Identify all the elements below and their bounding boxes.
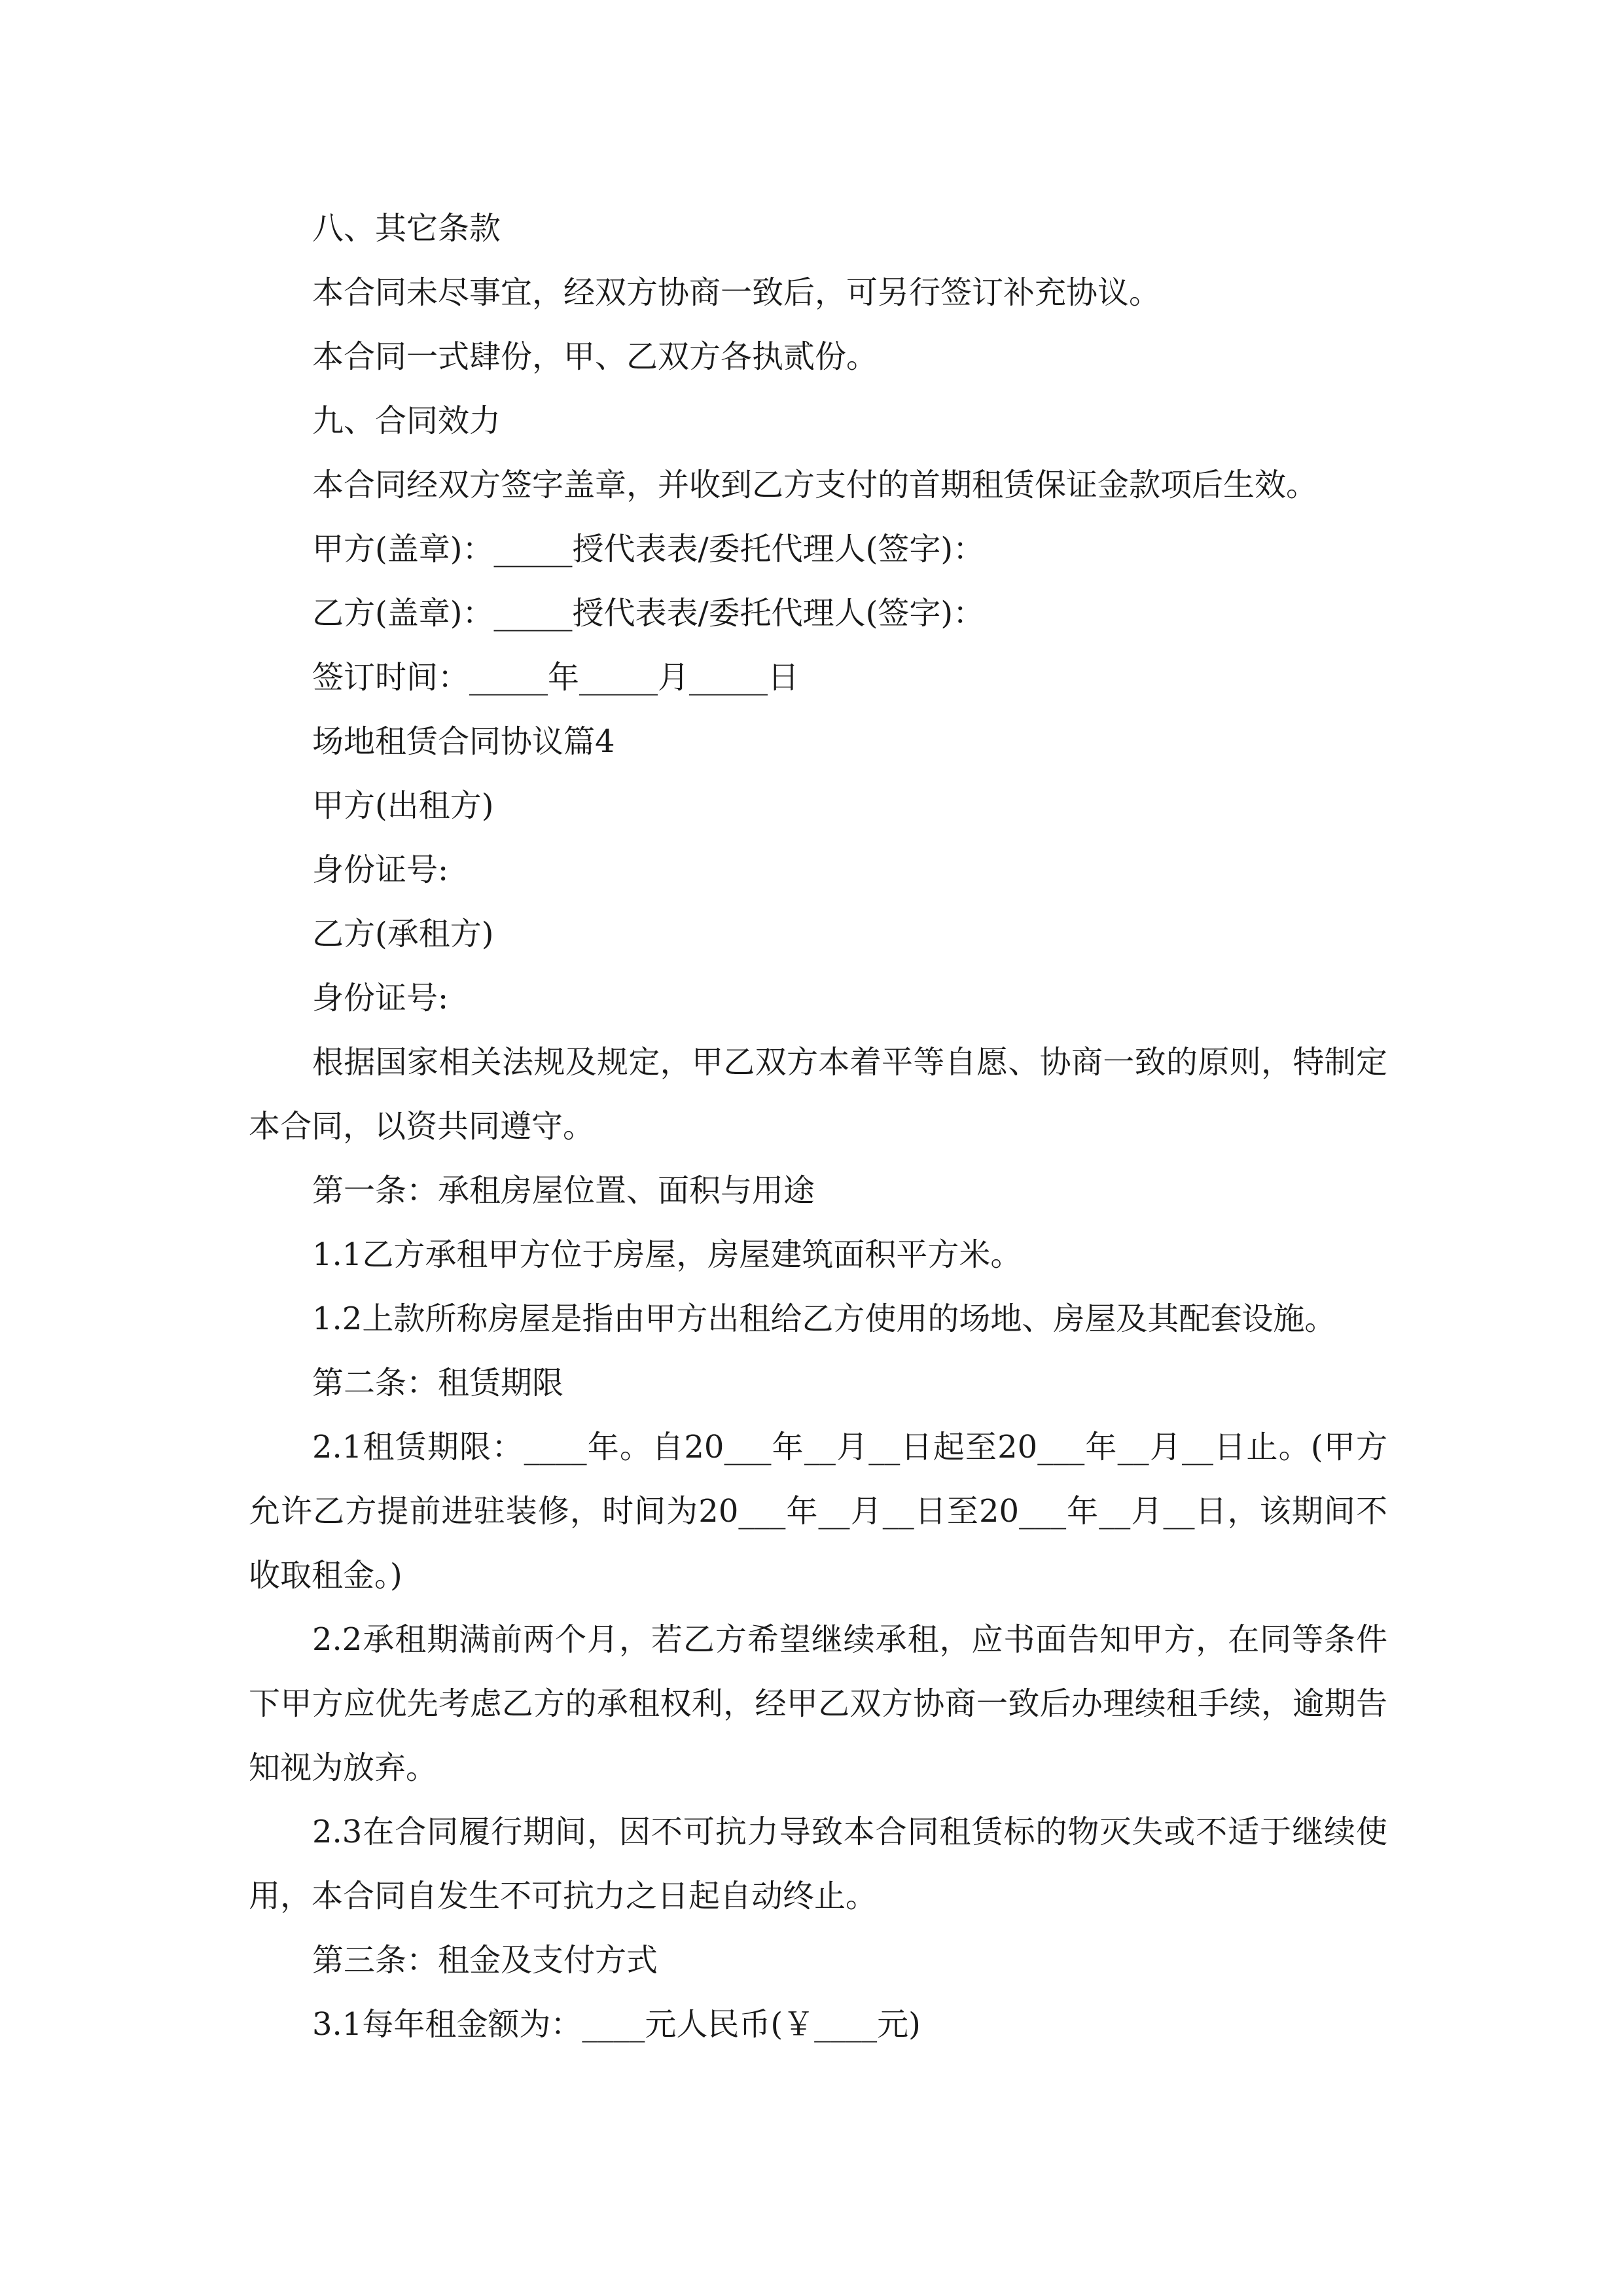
clause-1-2: 1.2上款所称房屋是指由甲方出租给乙方使用的场地、房屋及其配套设施。 [312,1300,1336,1337]
paragraph-copies: 本合同一式肆份，甲、乙双方各执贰份。 [312,338,878,375]
clause-1-1: 1.1乙方承租甲方位于房屋，房屋建筑面积平方米。 [312,1236,1022,1273]
paragraph-supplementary-agreement: 本合同未尽事宜，经双方协商一致后，可另行签订补充协议。 [312,274,1161,311]
clause-3-1: 3.1每年租金额为：____元人民币(￥____元) [312,2006,921,2043]
document-body [249,196,1387,2056]
paragraph-effective-condition: 本合同经双方签字盖章，并收到乙方支付的首期租赁保证金款项后生效。 [312,467,1318,503]
party-a-label: 甲方(出租方) [312,787,494,824]
contract-title: 场地租赁合同协议篇4 [312,723,615,760]
clause-2-1: 2.1租赁期限：____年。自20___年__月__日起至20___年__月__日止。(甲方允许乙方提前进驻装修，时间为20___年__月__日至20___年__月__日，该期间不收取租金。) [249,1429,1387,1594]
signing-date-line: 签订时间：_____年_____月_____日 [312,659,800,696]
paragraph-preamble: 根据国家相关法规及规定，甲乙双方本着平等自愿、协商一致的原则，特制定本合同，以资共同遵守。 [249,1044,1387,1145]
section-heading-contract-validity: 九、合同效力 [312,403,501,439]
clause-2-2: 2.2承租期满前两个月，若乙方希望继续承租，应书面告知甲方，在同等条件下甲方应优先考虑乙方的承租权利，经甲乙双方协商一致后办理续租手续，逾期告知视为放弃。 [249,1621,1387,1786]
party-a-id-number: 身份证号: [312,852,449,888]
article-2-heading: 第二条：租赁期限 [312,1365,564,1401]
signature-line-party-a: 甲方(盖章)：_____授代表表/委托代理人(签字)： [312,531,985,567]
article-3-heading: 第三条：租金及支付方式 [312,1942,658,1979]
article-1-heading: 第一条：承租房屋位置、面积与用途 [312,1172,815,1209]
section-heading-other-terms: 八、其它条款 [312,210,501,247]
party-b-label: 乙方(承租方) [312,916,494,952]
clause-2-3: 2.3在合同履行期间，因不可抗力导致本合同租赁标的物灭失或不适于继续使用，本合同自发生不可抗力之日起自动终止。 [249,1814,1387,1914]
signature-line-party-b: 乙方(盖章)：_____授代表表/委托代理人(签字)： [312,595,985,632]
party-b-id-number: 身份证号: [312,980,449,1016]
